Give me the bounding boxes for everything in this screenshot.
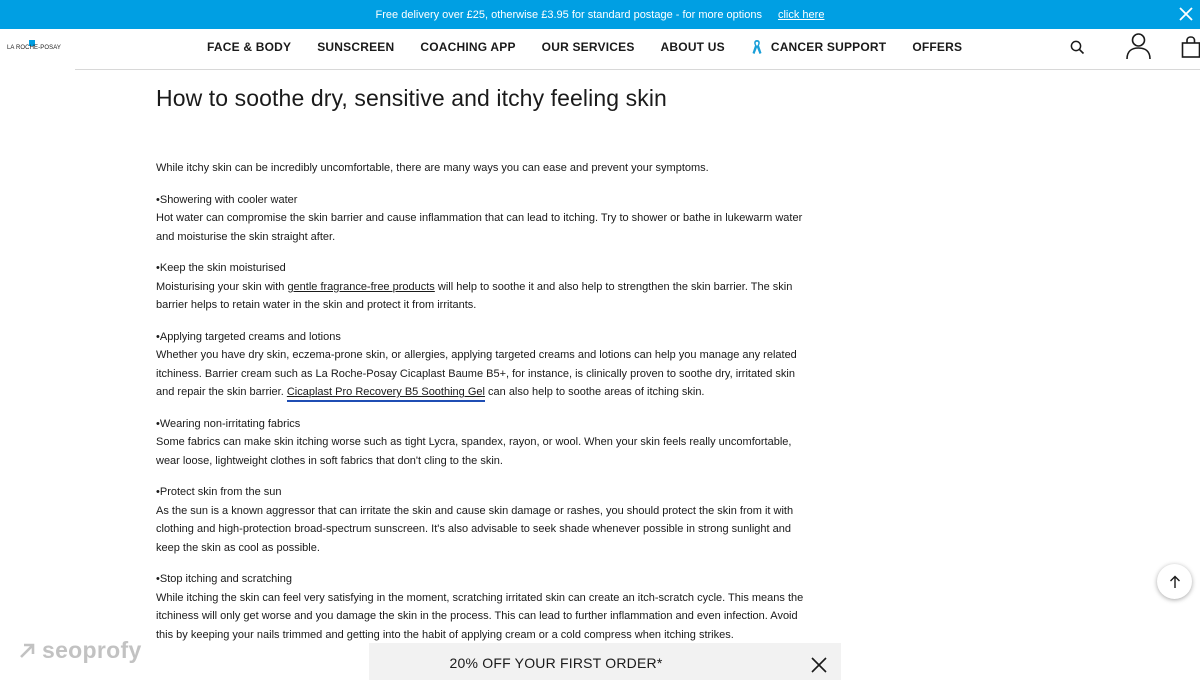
- awareness-ribbon-icon: [751, 39, 763, 55]
- section-body: As the sun is a known aggressor that can irritate the skin and cause skin damage or rashes, you should protect the skin from it with clothing and high-protection broad-spectrum sunscreen. It's also advisable to seek shade whenever possible in strong sunlight and keep the skin as cool as possible.: [156, 504, 794, 554]
- section-scratching: [156, 570, 816, 644]
- section-heading: •Showering with cooler water: [156, 193, 298, 206]
- nav-item-about-us[interactable]: ABOUT US: [660, 40, 725, 54]
- brand-logo[interactable]: [7, 39, 61, 55]
- account-icon[interactable]: [1125, 32, 1152, 60]
- arrow-icon: [18, 642, 36, 660]
- section-heading: •Protect skin from the sun: [156, 486, 282, 498]
- section-moisturise: [156, 259, 816, 315]
- fragrance-free-products-link[interactable]: gentle fragrance-free products: [287, 280, 435, 293]
- body-text: can also help to soothe areas of itching skin.: [484, 386, 705, 398]
- shopping-bag-icon[interactable]: [1181, 36, 1200, 58]
- nav-item-offers[interactable]: OFFERS: [912, 40, 963, 54]
- arrow-up-icon: [1169, 575, 1181, 589]
- section-heading: •Applying targeted creams and lotions: [156, 330, 341, 343]
- cicaplast-gel-link[interactable]: Cicaplast Pro Recovery B5 Soothing Gel: [287, 386, 485, 402]
- first-order-offer-bar[interactable]: [369, 643, 841, 680]
- section-body: Some fabrics can make skin itching worse such as tight Lycra, spandex, rayon, or wool. When your skin feels really uncomfortable, wear loose, lightweight clothes in soft fabrics that don't cling to the skin.: [156, 436, 792, 467]
- site-header: [0, 29, 1200, 69]
- watermark: [18, 637, 142, 664]
- search-icon[interactable]: [1070, 40, 1085, 55]
- promo-text: Free delivery over £25, otherwise £3.95 for standard postage - for more options: [375, 8, 762, 21]
- body-text: Moisturising your skin with: [156, 280, 288, 293]
- body-text: Whether you have dry skin, eczema-prone skin, or allergies, applying targeted creams and lotions can help you manage any related itchiness. Barrier cream such as La Roche-Posay Cicaplast Baume B5+, for instance, is clinically proven to soothe dry, irritated skin and repair the skin barrier.: [156, 349, 797, 398]
- intro-paragraph: While itchy skin can be incredibly uncomfortable, there are many ways you can ease and prevent your symptoms.: [156, 162, 709, 174]
- section-creams: [156, 328, 816, 402]
- nav-item-label: CANCER SUPPORT: [770, 40, 887, 54]
- logo-text: LA ROCHE-POSAY: [7, 45, 61, 51]
- page-title: How to soothe dry, sensitive and itchy feeling skin: [156, 85, 667, 111]
- watermark-text: seoprofy: [42, 637, 142, 663]
- article-content: [156, 84, 816, 644]
- promo-bar: [0, 0, 1200, 29]
- nav-item-our-services[interactable]: OUR SERVICES: [541, 40, 635, 54]
- section-sun: [156, 483, 816, 557]
- body-text: will help to soothe it and also help to strengthen the skin barrier. The skin barrier helps to retain water in the skin and protect it from irritants.: [156, 280, 793, 311]
- header-divider: [75, 69, 1200, 70]
- nav-item-coaching-app[interactable]: COACHING APP: [420, 40, 516, 54]
- offer-text: 20% OFF YOUR FIRST ORDER*: [449, 655, 663, 671]
- nav-item-cancer-support[interactable]: [751, 39, 886, 55]
- section-body: While itching the skin can feel very satisfying in the moment, scratching irritated skin can create an itch-scratch cycle. This means the itchiness will only get worse and you damage the skin in the process. This can lead to further inflammation and even infection. Avoid this by keeping your nails trimmed and getting into the habit of applying cream or a cold compress when itching strikes.: [156, 591, 804, 641]
- nav-item-sunscreen[interactable]: SUNSCREEN: [317, 40, 395, 54]
- section-showering: [156, 191, 816, 247]
- promo-link[interactable]: click here: [777, 8, 825, 21]
- nav-item-face-body[interactable]: FACE & BODY: [207, 40, 292, 54]
- section-heading: •Stop itching and scratching: [156, 573, 292, 585]
- section-body: Hot water can compromise the skin barrier and cause inflammation that can lead to itching. Try to shower or bathe in lukewarm water and moisturise the skin straight after.: [156, 212, 803, 243]
- main-nav: [194, 29, 975, 65]
- scroll-to-top-button[interactable]: [1157, 564, 1192, 599]
- section-body: [156, 278, 816, 315]
- section-heading: •Keep the skin moisturised: [156, 262, 286, 274]
- close-icon[interactable]: [1176, 4, 1196, 24]
- section-body: [156, 346, 816, 402]
- close-icon[interactable]: [809, 655, 829, 675]
- section-heading: •Wearing non-irritating fabrics: [156, 417, 301, 430]
- section-fabrics: [156, 415, 816, 471]
